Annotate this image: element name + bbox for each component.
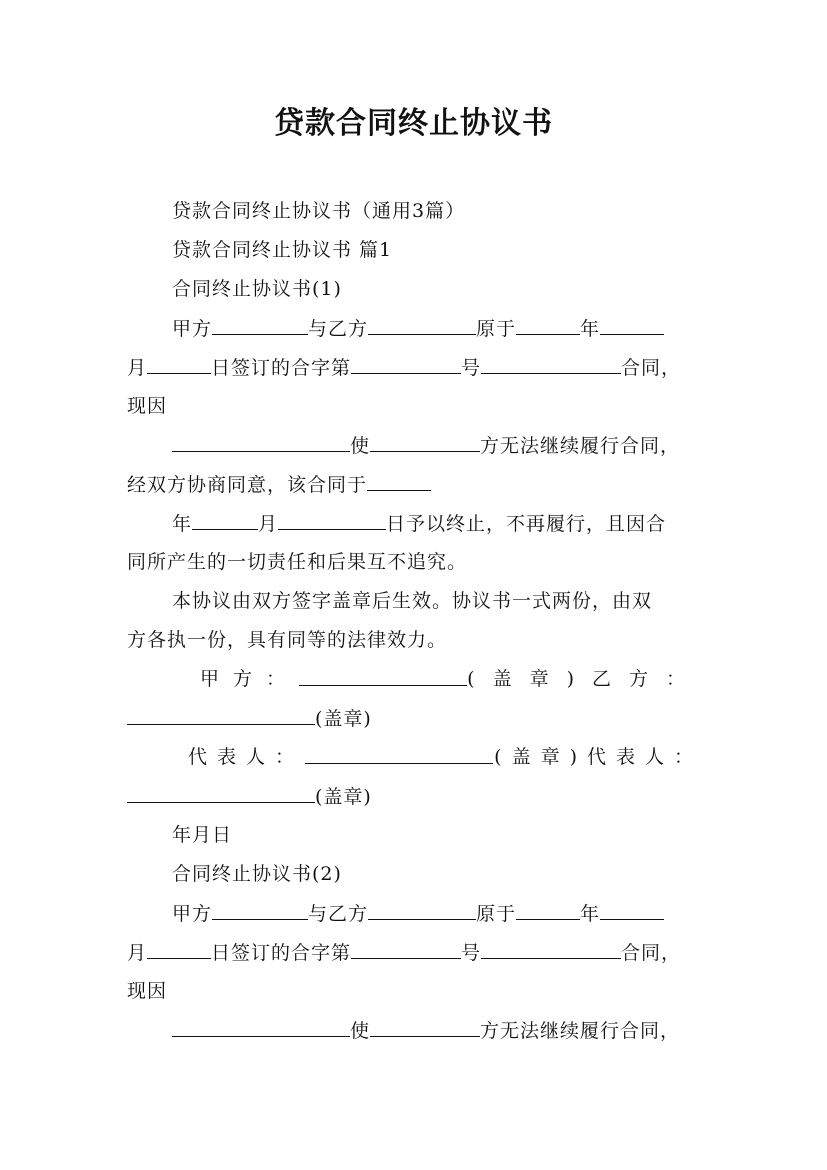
blank-day <box>147 355 211 374</box>
blank-party-b <box>368 901 476 920</box>
text: 号 <box>461 942 482 964</box>
line-parties-2 <box>172 901 703 926</box>
blank-contract-no <box>351 940 461 959</box>
text: 与乙方 <box>308 903 369 925</box>
line-subtitle: 贷款合同终止协议书（通用3篇） <box>172 200 466 222</box>
text: 日予以终止，不再履行，且因合 <box>386 513 667 535</box>
text: 年 <box>580 318 601 340</box>
line-termination-date <box>172 511 703 536</box>
text: 代表人： <box>188 746 305 768</box>
text: 原于 <box>476 903 517 925</box>
blank-day <box>147 940 211 959</box>
text: 合同， <box>621 357 682 379</box>
blank-signature-a <box>299 667 467 686</box>
text: 原于 <box>476 318 517 340</box>
document-title: 贷款合同终止协议书 <box>274 106 553 141</box>
text: 方无法继续履行合同， <box>480 435 681 457</box>
line-contract-number <box>127 355 703 380</box>
text: 使 <box>350 435 371 457</box>
blank-cause <box>172 433 350 452</box>
blank-party-b <box>368 316 476 335</box>
text: 日签订的合字第 <box>211 357 352 379</box>
text: (盖章) <box>315 708 372 730</box>
text: 月 <box>127 357 148 379</box>
text: 与乙方 <box>308 318 369 340</box>
line-cause-2 <box>172 1018 703 1043</box>
blank-month <box>192 511 258 530</box>
text: 甲方 <box>172 318 213 340</box>
line-agreement-2-heading: 合同终止协议书(2) <box>172 863 342 885</box>
text: 月 <box>127 942 148 964</box>
text: 年 <box>580 903 601 925</box>
text: 使 <box>350 1020 371 1042</box>
blank-party <box>370 1018 480 1037</box>
blank-year <box>516 901 580 920</box>
line-effect: 本协议由双方签字盖章后生效。协议书一式两份，由双 <box>172 590 653 612</box>
line-reason-2: 现因 <box>127 980 168 1002</box>
line-copies: 方各执一份，具有同等的法律效力。 <box>127 629 448 651</box>
text: (盖章)代表人： <box>494 746 703 768</box>
blank-contract-name <box>481 940 621 959</box>
text: 月 <box>258 513 279 535</box>
blank-party <box>370 433 480 452</box>
line-agreement-1-heading: 合同终止协议书(1) <box>172 278 342 300</box>
text: 方无法继续履行合同， <box>480 1020 681 1042</box>
blank-party-a <box>212 901 308 920</box>
blank-day <box>278 511 386 530</box>
text: 日签订的合字第 <box>211 942 352 964</box>
blank-cause <box>172 1018 350 1037</box>
text: 号 <box>461 357 482 379</box>
line-contract-number-2 <box>127 940 703 965</box>
line-consent <box>127 472 703 497</box>
blank-party-a <box>212 316 308 335</box>
line-seal-rep-b <box>127 784 703 809</box>
blank-signature-b <box>127 706 315 725</box>
text: 经双方协商同意，该合同于 <box>127 474 368 496</box>
line-reason: 现因 <box>127 395 168 417</box>
blank-rep-b <box>127 784 315 803</box>
text: (盖章)乙方： <box>467 668 703 690</box>
line-signature-reps <box>188 745 703 769</box>
text: (盖章) <box>315 786 372 808</box>
line-section-heading: 贷款合同终止协议书 篇1 <box>172 239 393 261</box>
blank-month <box>600 901 664 920</box>
blank-contract-no <box>351 355 461 374</box>
line-date: 年月日 <box>172 824 233 846</box>
line-signature-parties <box>200 667 703 691</box>
blank-month <box>600 316 664 335</box>
blank-year <box>367 472 431 491</box>
text: 年 <box>172 513 193 535</box>
blank-rep-a <box>305 745 493 764</box>
line-seal-b <box>127 706 703 731</box>
text: 合同， <box>621 942 682 964</box>
text: 甲方： <box>200 668 300 690</box>
blank-year <box>516 316 580 335</box>
line-cause <box>172 433 703 458</box>
line-parties <box>172 316 703 341</box>
blank-contract-name <box>481 355 621 374</box>
text: 甲方 <box>172 903 213 925</box>
line-liability: 同所产生的一切责任和后果互不追究。 <box>127 551 468 573</box>
